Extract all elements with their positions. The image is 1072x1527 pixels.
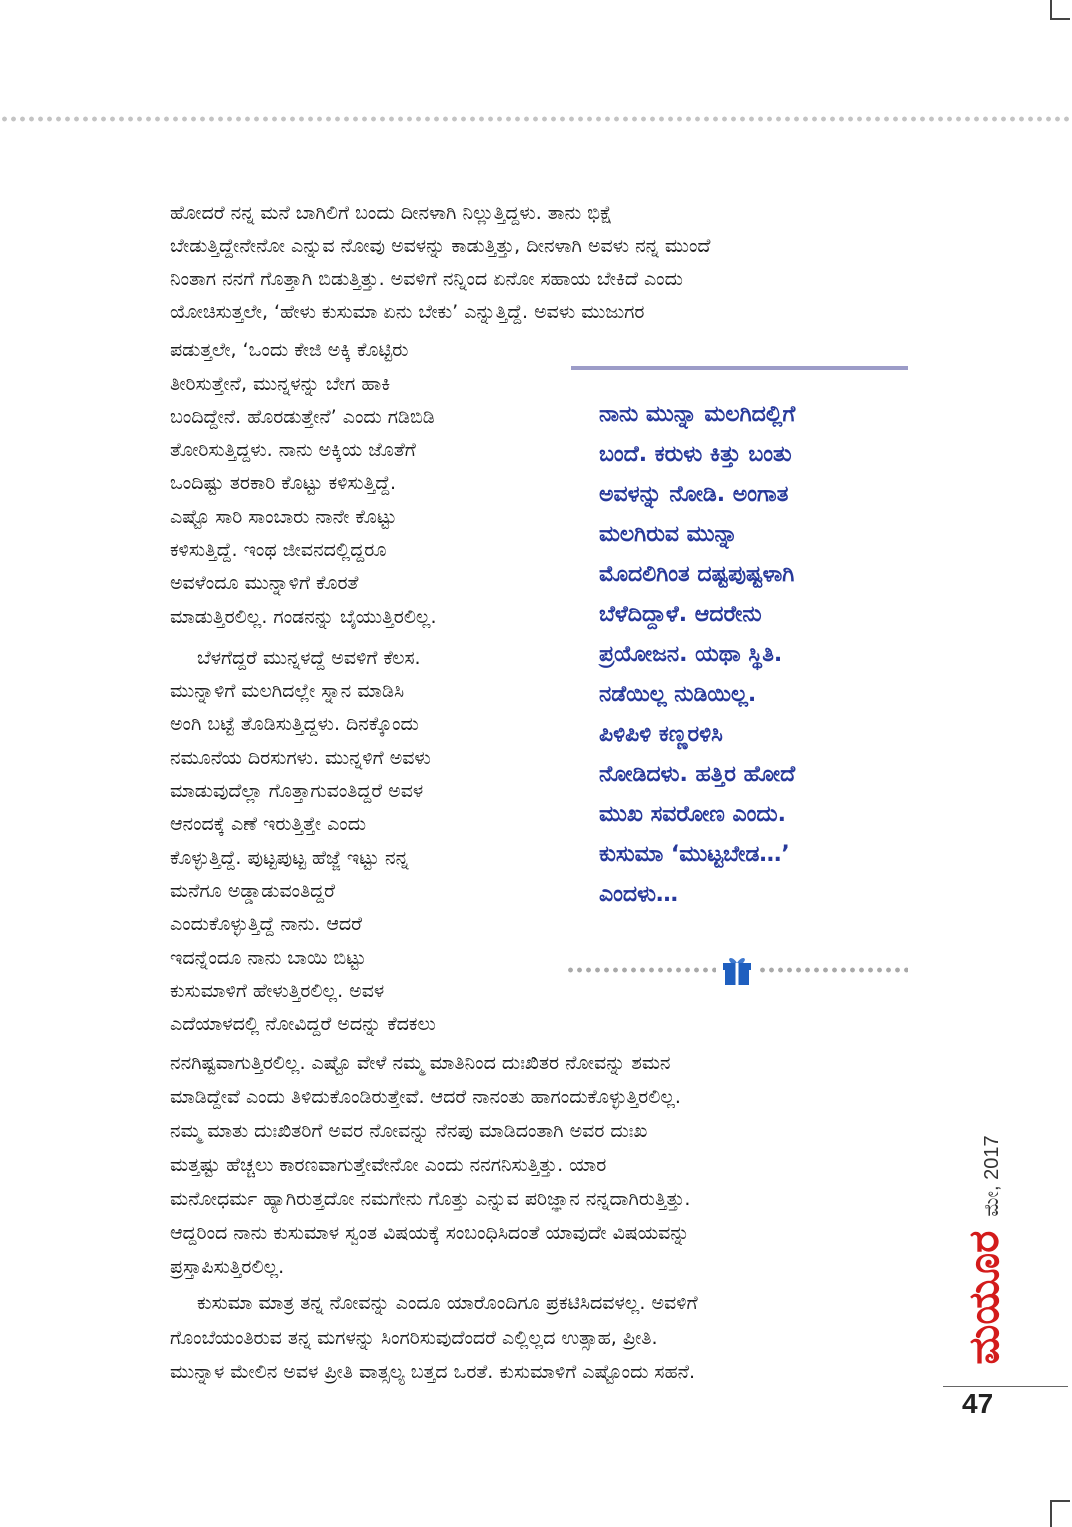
- body-line: ನನಗಿಷ್ಟವಾಗುತ್ತಿರಲಿಲ್ಲ. ಎಷ್ಟೊ ವೇಳೆ ನಮ್ಮ ಮಾತಿನಿಂದ ದುಃಖಿತರ ನೋವನ್ನು ಶಮನ: [170, 1052, 671, 1074]
- body-line: ಮನೆಗೂ ಅಡ್ಡಾಡುವಂತಿದ್ದರೆ: [170, 880, 335, 902]
- pull-quote-line: ಅವಳನ್ನು ನೋಡಿ. ಅಂಗಾತ: [599, 482, 789, 507]
- pull-quote-line: ಮೊದಲಿಗಿಂತ ದಷ್ಟಪುಷ್ಟಳಾಗಿ: [599, 562, 795, 587]
- body-line: ನಮೂನೆಯ ದಿರಸುಗಳು. ಮುನ್ನಳಿಗೆ ಅವಳು: [170, 747, 431, 769]
- body-line: ನಿಂತಾಗ ನನಗೆ ಗೊತ್ತಾಗಿ ಬಿಡುತ್ತಿತ್ತು. ಅವಳಿಗೆ ನನ್ನಿಂದ ಏನೋ ಸಹಾಯ ಬೇಕಿದೆ ಎಂದು: [170, 268, 683, 290]
- body-line: ಅವಳೆಂದೂ ಮುನ್ನಾಳಿಗೆ ಕೊರತೆ: [170, 572, 359, 594]
- body-line: ಎಷ್ಟೊ ಸಾರಿ ಸಾಂಬಾರು ನಾನೇ ಕೊಟ್ಟು: [170, 506, 397, 528]
- body-line: ಕಳಿಸುತ್ತಿದ್ದೆ. ಇಂಥ ಜೀವನದಲ್ಲಿದ್ದರೂ: [170, 539, 387, 561]
- pull-quote-line: ನಾನು ಮುನ್ನಾ ಮಲಗಿದಲ್ಲಿಗೆ: [599, 402, 796, 427]
- body-line: ಬೆಳಗೆದ್ದರೆ ಮುನ್ನಳದ್ದೆ ಅವಳಿಗೆ ಕೆಲಸ.: [197, 647, 421, 669]
- body-line: ಮಾಡುವುದೆಲ್ಲಾ ಗೊತ್ತಾಗುವಂತಿದ್ದರೆ ಅವಳ: [170, 780, 424, 802]
- body-line: ಬಂದಿದ್ದೇನೆ. ಹೊರಡುತ್ತೇನೆ’ ಎಂದು ಗಡಿಬಿಡಿ: [170, 406, 435, 428]
- body-line: ಆನಂದಕ್ಕೆ ಎಣೆ ಇರುತ್ತಿತ್ತೇ ಎಂದು: [170, 813, 367, 835]
- pull-quote-line: ಬೆಳೆದಿದ್ದಾಳೆ. ಆದರೇನು: [599, 602, 762, 627]
- body-line: ಮಾಡುತ್ತಿರಲಿಲ್ಲ. ಗಂಡನನ್ನು ಬೈಯುತ್ತಿರಲಿಲ್ಲ.: [170, 606, 437, 628]
- pull-quote-line: ಮಲಗಿರುವ ಮುನ್ನಾ: [599, 522, 738, 547]
- body-line: ಮುನ್ನಾಳ ಮೇಲಿನ ಅವಳ ಪ್ರೀತಿ ವಾತ್ಸಲ್ಯ ಬತ್ತದ ಒರತೆ. ಕುಸುಮಾಳಿಗೆ ಎಷ್ಟೊಂದು ಸಹನೆ.: [170, 1361, 696, 1383]
- body-line: ನಮ್ಮ ಮಾತು ದುಃಖಿತರಿಗೆ ಅವರ ನೋವನ್ನು ನೆನಪು ಮಾಡಿದಂತಾಗಿ ಅವರ ದುಃಖ: [170, 1120, 648, 1142]
- folio-rule: [943, 1386, 1068, 1387]
- crop-mark-bottom-right: [1050, 1500, 1070, 1527]
- body-line: ಯೋಚಿಸುತ್ತಲೇ, ‘ಹೇಳು ಕುಸುಮಾ ಏನು ಬೇಕು’ ಎನ್ನುತ್ತಿದ್ದೆ. ಅವಳು ಮುಜುಗರ: [170, 301, 645, 323]
- crop-mark-top-right: [1050, 0, 1070, 20]
- gift-icon: [720, 954, 754, 986]
- pull-quote-line: ಕುಸುಮಾ ‘ಮುಟ್ಟಬೇಡ…’: [599, 842, 790, 867]
- body-line: ಕೊಳ್ಳುತ್ತಿದ್ದೆ. ಪುಟ್ಟಪುಟ್ಟ ಹೆಜ್ಜೆ ಇಟ್ಟು ನನ್ನ: [170, 847, 409, 869]
- pull-quote-line: ಎಂದಳು…: [599, 882, 679, 907]
- body-line: ಮತ್ತಷ್ಟು ಹೆಚ್ಚಲು ಕಾರಣವಾಗುತ್ತೇವೇನೋ ಎಂದು ನನಗನಿಸುತ್ತಿತ್ತು. ಯಾರ: [170, 1154, 607, 1176]
- pull-quote-line: ನಡೆಯಿಲ್ಲ ನುಡಿಯಿಲ್ಲ.: [599, 682, 757, 707]
- pull-quote-line: ಬಂದೆ. ಕರುಳು ಕಿತ್ತು ಬಂತು: [599, 442, 792, 467]
- body-line: ಹೋದರೆ ನನ್ನ ಮನೆ ಬಾಗಿಲಿಗೆ ಬಂದು ದೀನಳಾಗಿ ನಿಲ್ಲುತ್ತಿದ್ದಳು. ತಾನು ಭಿಕ್ಷೆ: [170, 202, 613, 224]
- body-line: ಕುಸುಮಾ ಮಾತ್ರ ತನ್ನ ನೋವನ್ನು ಎಂದೂ ಯಾರೊಂದಿಗೂ ಪ್ರಕಟಿಸಿದವಳಲ್ಲ. ಅವಳಿಗೆ: [197, 1292, 698, 1314]
- magazine-logo: ಮಯೂರ: [959, 1230, 1008, 1365]
- pull-quote-line: ಮುಖ ಸವರೋಣ ಎಂದು.: [599, 802, 786, 827]
- pull-quote-rule: [571, 366, 908, 370]
- ornament-dots-left: [566, 966, 716, 974]
- pull-quote-line: ಪಿಳಿಪಿಳಿ ಕಣ್ಣರಳಿಸಿ: [599, 722, 723, 747]
- body-line: ಅಂಗಿ ಬಟ್ಟೆ ತೊಡಿಸುತ್ತಿದ್ದಳು. ದಿನಕ್ಕೊಂದು: [170, 713, 419, 735]
- body-line: ಗೊಂಬೆಯಂತಿರುವ ತನ್ನ ಮಗಳನ್ನು ಸಿಂಗರಿಸುವುದೆಂದರೆ ಎಲ್ಲಿಲ್ಲದ ಉತ್ಸಾಹ, ಪ್ರೀತಿ.: [170, 1327, 658, 1349]
- pull-quote-line: ನೋಡಿದಳು. ಹತ್ತಿರ ಹೋದೆ: [599, 762, 796, 787]
- body-line: ಮನೋಧರ್ಮ ಹ್ಯಾಗಿರುತ್ತದೋ ನಮಗೇನು ಗೊತ್ತು ಎನ್ನುವ ಪರಿಜ್ಞಾನ ನನ್ನದಾಗಿರುತ್ತಿತ್ತು.: [170, 1188, 691, 1210]
- body-line: ಕುಸುಮಾಳಿಗೆ ಹೇಳುತ್ತಿರಲಿಲ್ಲ. ಅವಳ: [170, 980, 385, 1002]
- page-number: 47: [962, 1388, 994, 1419]
- body-line: ಎದೆಯಾಳದಲ್ಲಿ ನೋವಿದ್ದರೆ ಅದನ್ನು ಕೆದಕಲು: [170, 1013, 436, 1035]
- body-line: ಬೇಡುತ್ತಿದ್ದೇನೇನೋ ಎನ್ನುವ ನೋವು ಅವಳನ್ನು ಕಾಡುತ್ತಿತ್ತು, ದೀನಳಾಗಿ ಅವಳು ನನ್ನ ಮುಂದೆ: [170, 235, 711, 257]
- body-line: ಮುನ್ನಾಳಿಗೆ ಮಲಗಿದಲ್ಲೇ ಸ್ನಾನ ಮಾಡಿಸಿ: [170, 680, 405, 702]
- body-line: ತೀರಿಸುತ್ತೇನೆ, ಮುನ್ನಳನ್ನು ಬೇಗ ಹಾಕಿ: [170, 373, 391, 395]
- body-line: ಪ್ರಸ್ತಾಪಿಸುತ್ತಿರಲಿಲ್ಲ.: [170, 1256, 285, 1278]
- body-line: ತೋರಿಸುತ್ತಿದ್ದಳು. ನಾನು ಅಕ್ಕಿಯ ಜೊತೆಗೆ: [170, 439, 416, 461]
- body-line: ಎಂದುಕೊಳ್ಳುತ್ತಿದ್ದೆ ನಾನು. ಆದರೆ: [170, 913, 362, 935]
- top-dotted-rule: [0, 116, 1072, 122]
- ornament-dots-right: [758, 966, 908, 974]
- pull-quote-line: ಪ್ರಯೋಜನ. ಯಥಾ ಸ್ಥಿತಿ.: [599, 642, 783, 667]
- body-line: ಒಂದಿಷ್ಟು ತರಕಾರಿ ಕೊಟ್ಟು ಕಳಿಸುತ್ತಿದ್ದೆ.: [170, 472, 397, 494]
- body-line: ಆದ್ದರಿಂದ ನಾನು ಕುಸುಮಾಳ ಸ್ವಂತ ವಿಷಯಕ್ಕೆ ಸಂಬಂಧಿಸಿದಂತೆ ಯಾವುದೇ ವಿಷಯವನ್ನು: [170, 1222, 690, 1244]
- body-line: ಪಡುತ್ತಲೇ, ‘ಒಂದು ಕೇಜಿ ಅಕ್ಕಿ ಕೊಟ್ಟಿರು: [170, 339, 409, 361]
- issue-date: ಮೇ, 2017: [981, 1135, 1003, 1217]
- body-line: ಇದನ್ನೆಂದೂ ನಾನು ಬಾಯಿ ಬಿಟ್ಟು: [170, 947, 366, 969]
- body-line: ಮಾಡಿದ್ದೇವೆ ಎಂದು ತಿಳಿದುಕೊಂಡಿರುತ್ತೇವೆ. ಆದರೆ ನಾನಂತು ಹಾಗಂದುಕೊಳ್ಳುತ್ತಿರಲಿಲ್ಲ.: [170, 1086, 681, 1108]
- running-head: [958, 1130, 1010, 1370]
